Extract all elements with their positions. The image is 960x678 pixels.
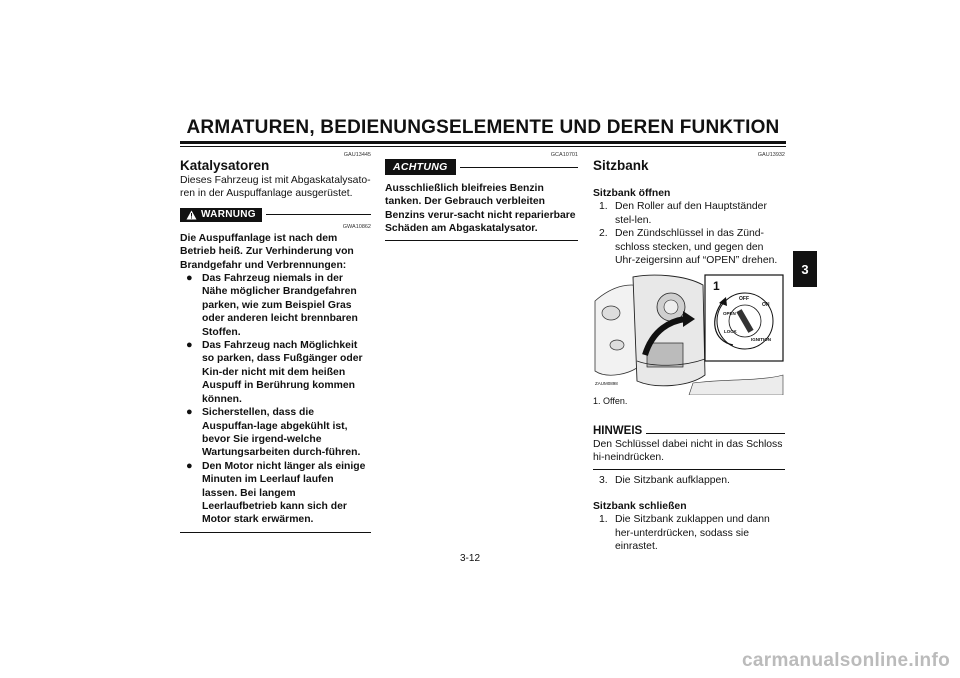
title-rule-thin (180, 146, 786, 147)
achtung-header (385, 159, 578, 175)
list-item (593, 513, 785, 553)
subheading-close: Sitzbank schließen (593, 501, 687, 513)
section-heading-sitzbank: Sitzbank (593, 158, 649, 173)
right-column (593, 152, 785, 554)
switch-label-ignition: IGNITION (751, 337, 771, 343)
page-title: ARMATUREN, BEDIENUNGSELEMENTE UND DEREN FUNKTION (186, 117, 780, 138)
note-rule (646, 433, 785, 434)
warning-bullet-list (180, 272, 371, 527)
ref-code: GCA10701 (550, 152, 578, 158)
list-item (593, 474, 785, 487)
open-steps-continued (593, 474, 785, 487)
warning-end-rule (180, 532, 371, 534)
list-item: ● Das Fahrzeug nach Möglichkeit so parken, dass Fußgänger oder Kin-der nicht mit dem heißen Auspuff in Berührung kommen können. (180, 339, 371, 406)
warning-badge (180, 208, 262, 222)
warning-rule (266, 214, 371, 215)
warning-header (180, 208, 371, 222)
chapter-tab: 3 (793, 251, 817, 287)
title-rule (180, 141, 786, 144)
step-text: Die Sitzbank zuklappen und dann her-unterdrücken, sodass sie einrastet. (615, 514, 770, 553)
intro-text: Dieses Fahrzeug ist mit Abgaskatalysato-ren in der Auspuffanlage ausgerüstet. (180, 175, 371, 200)
ref-code: GAU13932 (757, 152, 785, 158)
left-column (180, 152, 371, 533)
seat-lock-figure (593, 271, 785, 395)
note-header (593, 425, 785, 437)
step-number: 2. (599, 228, 608, 240)
subheading-open: Sitzbank öffnen (593, 188, 671, 199)
note-label: HINWEIS (593, 424, 643, 437)
list-item: ● Sicherstellen, dass die Auspuffan-lage abgekühlt ist, bevor Sie irgend-welche Wartungsarbeiten durch-führen. (180, 406, 371, 460)
watermark: carmanualsonline.info (742, 650, 950, 671)
ref-code: GAU13445 (343, 152, 371, 158)
step-number: 1. (599, 201, 608, 213)
warning-lead: Die Auspuffanlage ist nach dem Betrieb heiß. Zur Verhinderung von Brandgefahr und Verbrennungen: (180, 232, 354, 271)
achtung-rule (460, 167, 578, 168)
list-item (593, 227, 785, 267)
figure-caption: 1. Offen. (593, 396, 628, 407)
seat-lock-illustration (593, 271, 785, 395)
step-number: 3. (599, 474, 608, 486)
switch-label-on: ON (762, 302, 770, 309)
switch-label-off: OFF (739, 296, 749, 303)
switch-label-open: OPEN (723, 311, 736, 317)
callout-number: 1 (713, 279, 720, 294)
achtung-text: Ausschließlich bleifreies Benzin tanken. Der Gebrauch verbleiten Benzins verur-sacht nicht reparierbare Schäden am Abgaskatalysator. (385, 183, 576, 235)
list-item: ● Den Motor nicht länger als einige Minuten im Leerlauf laufen lassen. Bei langem Leerlaufbetrieb kann sich der Motor stark erwärmen. (180, 460, 371, 527)
middle-column (385, 152, 578, 241)
step-text: Den Zündschlüssel in das Zünd-schloss stecken, und gegen den Uhr-zeigersinn auf “OPEN” drehen. (615, 228, 778, 267)
step-number: 1. (599, 514, 608, 526)
list-item (593, 200, 785, 227)
list-item: ● Das Fahrzeug niemals in der Nähe möglicher Brandgefahren parken, wie zum Beispiel Gras oder anderen leicht brennbaren Stoffen. (180, 272, 371, 339)
switch-label-lock: LOCK (724, 329, 737, 335)
warning-label: WARNUNG (201, 209, 256, 221)
section-heading-katalysatoren: Katalysatoren (180, 158, 270, 173)
note-text: Den Schlüssel dabei nicht in das Schloss hi-neindrücken. (593, 438, 783, 464)
step-text: Die Sitzbank aufklappen. (615, 474, 730, 486)
note-end-rule (593, 469, 785, 470)
step-text: Den Roller auf den Hauptständer stel-len. (615, 201, 767, 226)
warning-triangle-icon (186, 210, 197, 220)
achtung-end-rule (385, 240, 578, 242)
close-steps (593, 513, 785, 553)
achtung-badge: ACHTUNG (385, 159, 456, 175)
page-number: 3-12 (460, 553, 481, 564)
image-code: ZAUM0898 (595, 381, 618, 387)
open-steps (593, 200, 785, 267)
warning-code: GWA10862 (342, 223, 371, 230)
